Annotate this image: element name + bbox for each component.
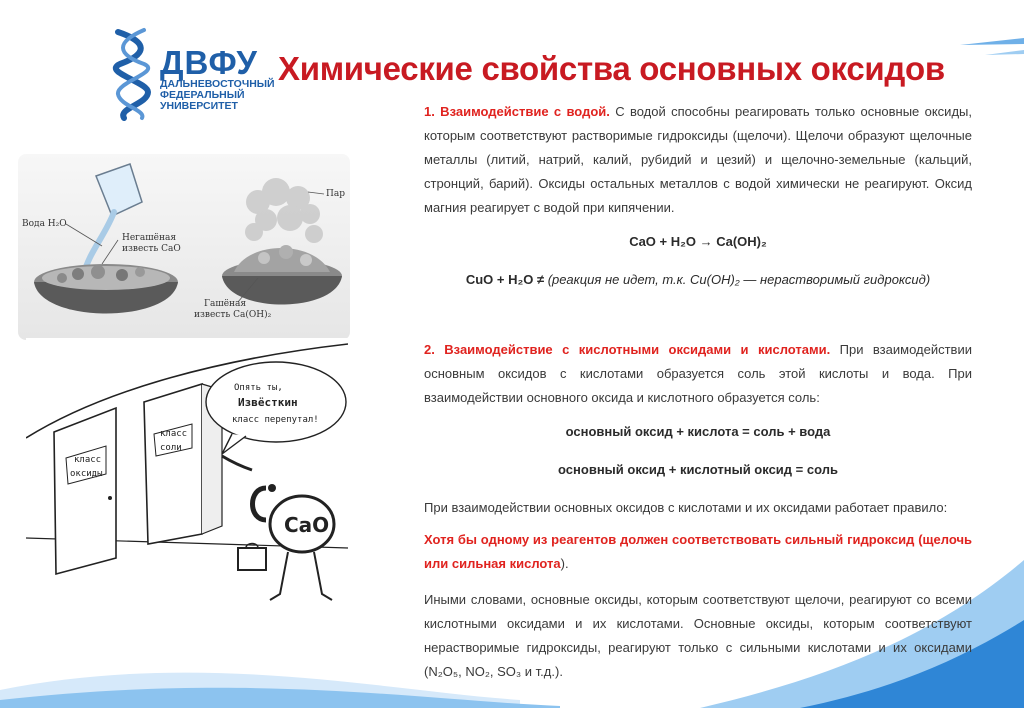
briefcase-icon — [238, 548, 266, 570]
label-quicklime-1: Негашёная — [122, 233, 176, 243]
quicklime-illustration — [18, 154, 350, 340]
section-2-paragraph — [424, 338, 972, 410]
logo-abbr: ДВФУ — [160, 44, 258, 81]
door-right-small-label: класс — [160, 429, 188, 439]
label-water: Вода H₂O — [22, 219, 67, 229]
logo-text — [160, 46, 275, 112]
section-1-paragraph — [424, 100, 972, 220]
bowl-right-icon — [222, 245, 342, 305]
cartoon-illustration — [26, 338, 348, 620]
rule-intro: При взаимодействии основных оксидов с кислотами и их оксидами работает правило: — [424, 500, 948, 515]
equation-cuo-formula: CuO + H₂O ≠ — [465, 272, 545, 287]
equation-cuo-water — [424, 268, 972, 292]
rule-tail: ). — [560, 556, 569, 571]
section-2-body: При взаимодействии основным оксидов с кислотами образуется соль этой кислоты и вода. При взаимодействии основного оксида и кислотного образуется соль: — [424, 342, 972, 405]
label-steam: Пар — [326, 189, 345, 199]
label-slaked-2: известь Ca(OH)₂ — [194, 310, 272, 320]
door-left-small-label: класс — [74, 455, 102, 465]
closing-paragraph: Иными словами, основные оксиды, которым соответствуют щелочи, реагируют со всеми кислотными оксидами и их кислотами. Основные оксиды, которым соответствуют нерастворимые гидроксиды, реагируют только с сильными кислотами и их оксидами (N₂O₅, NO₂, SO₃ и т.д.). — [424, 592, 972, 679]
cartoon-drawing — [26, 338, 348, 620]
speech-line-3: класс перепутал! — [232, 415, 319, 425]
equation-oxide-oxide: основный оксид + кислотный оксид = соль — [558, 462, 838, 477]
section-1-heading: 1. Взаимодействие с водой. — [424, 104, 610, 119]
university-logo — [108, 24, 275, 122]
door-left-label: оксиды — [70, 469, 103, 479]
door-left-icon — [54, 408, 116, 574]
steam-icon — [245, 178, 323, 243]
speech-line-1: Опять ты, — [234, 383, 283, 393]
cao-character — [238, 484, 334, 600]
rule-statement — [424, 528, 972, 576]
rule-red: Хотя бы одному из реагентов должен соответствовать сильный гидроксид (щелочь или сильная кислота — [424, 532, 972, 571]
label-quicklime-2: известь CaO — [122, 244, 181, 254]
section-1-body: С водой способны реагировать только основные оксиды, которым соответствуют растворимые гидроксиды (щелочи). Щелочи образуют щелочные металлы (литий, натрий, калий, рубидий и цезий) и щелочно-земельные (кальций, стронций, барий). Оксиды остальных металлов с водой химически не реагируют. Оксид магния реагирует с водой при кипячении. — [424, 104, 972, 215]
page-title: Химические свойства основных оксидов — [278, 50, 945, 87]
main-text — [424, 100, 972, 684]
lime-reaction-drawing — [18, 154, 350, 340]
equation-cao-water: CaO + H₂O → Ca(OH)₂ — [629, 234, 767, 249]
character-label: CaO — [284, 513, 330, 537]
door-right-label: соли — [160, 443, 182, 453]
bowl-left-icon — [34, 264, 178, 314]
label-slaked-1: Гашёная — [204, 299, 247, 309]
speech-line-2: Извёсткин — [238, 396, 298, 409]
logo-line-1: ДАЛЬНЕВОСТОЧНЫЙ — [160, 78, 275, 90]
logo-line-2: ФЕДЕРАЛЬНЫЙ — [160, 89, 245, 101]
beaker-icon — [84, 164, 142, 274]
equation-oxide-acid: основный оксид + кислота = соль + вода — [565, 424, 831, 439]
logo-line-3: УНИВЕРСИТЕТ — [160, 100, 238, 112]
dna-helix-icon — [108, 24, 164, 122]
equation-cuo-note: (реакция не идет, т.к. Cu(OH)₂ — нерастворимый гидроксид) — [547, 272, 931, 287]
section-2-heading: 2. Взаимодействие с кислотными оксидами и кислотами. — [424, 342, 831, 357]
